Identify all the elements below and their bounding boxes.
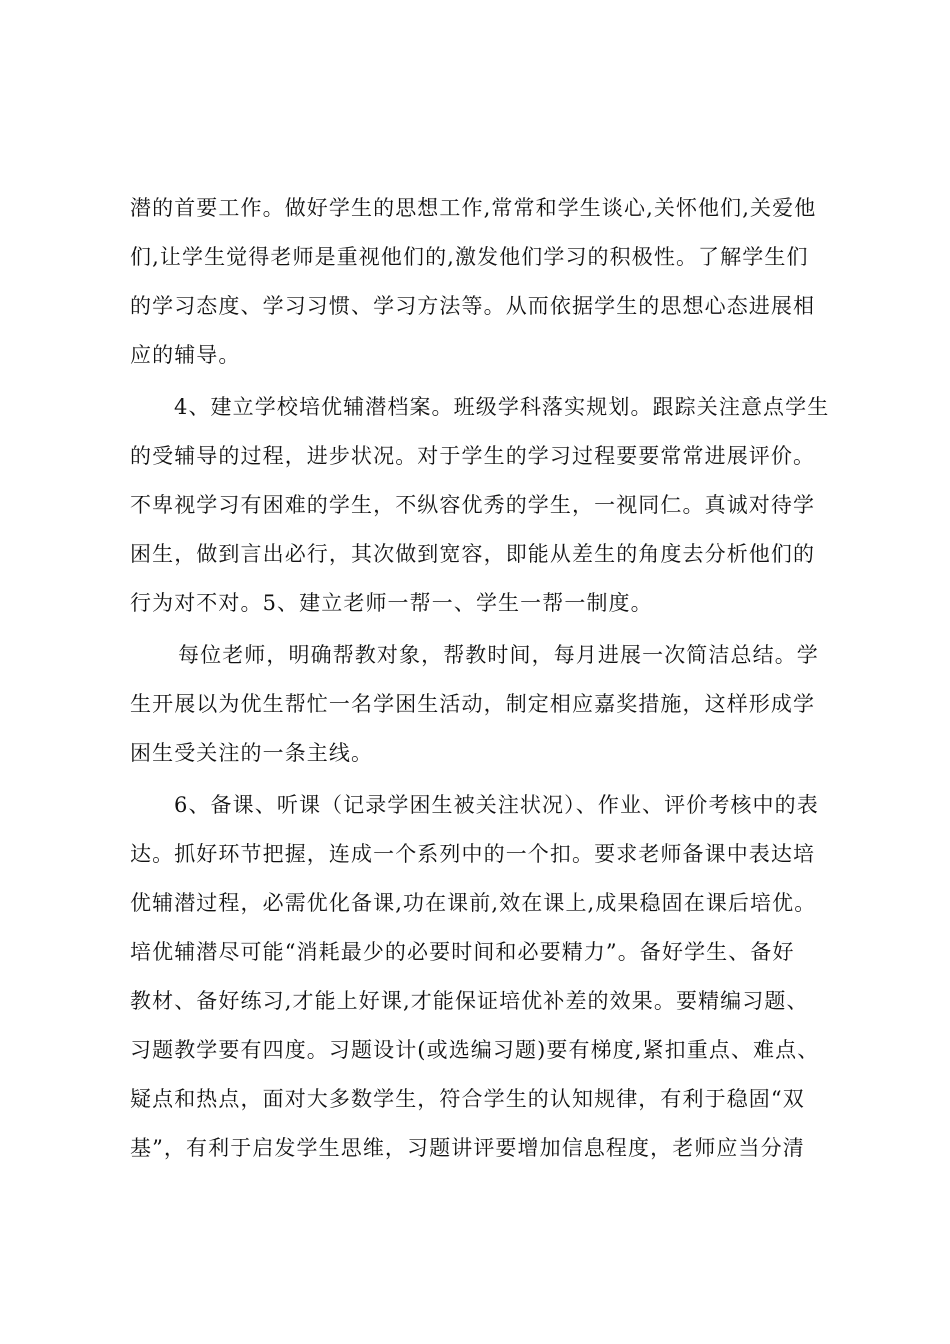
paragraph-line: 习题教学要有四度。习题设计(或选编习题)要有梯度,紧扣重点、难点、 (130, 1038, 820, 1062)
paragraph-line: 4、建立学校培优辅潜档案。班级学科落实规划。跟踪关注意点学生 (174, 395, 830, 419)
paragraph-line: 疑点和热点，面对大多数学生，符合学生的认知规律，有利于稳固“双 (130, 1087, 805, 1111)
paragraph-line: 每位老师，明确帮教对象，帮教时间，每月进展一次简洁总结。学 (178, 643, 819, 667)
paragraph-line: 不卑视学习有困难的学生，不纵容优秀的学生，一视同仁。真诚对待学 (130, 493, 816, 517)
paragraph-line: 生开展以为优生帮忙一名学困生活动，制定相应嘉奖措施，这样形成学 (130, 692, 816, 716)
paragraph-line: 6、备课、听课（记录学困生被关注状况）、作业、评价考核中的表 (174, 793, 819, 817)
paragraph-line: 行为对不对。5、建立老师一帮一、学生一帮一制度。 (130, 591, 653, 615)
paragraph-line: 达。抓好环节把握，连成一个系列中的一个扣。要求老师备课中表达培 (130, 842, 816, 866)
paragraph-line: 优辅潜过程，必需优化备课,功在课前,效在课上,成果稳固在课后培优。 (130, 891, 817, 915)
paragraph-line: 基”，有利于启发学生思维，习题讲评要增加信息程度，老师应当分清 (130, 1136, 805, 1160)
paragraph-line: 潜的首要工作。做好学生的思想工作,常常和学生谈心,关怀他们,关爱他 (130, 196, 817, 220)
paragraph-line: 困生受关注的一条主线。 (130, 741, 374, 765)
paragraph-line: 应的辅导。 (130, 343, 241, 367)
paragraph-line: 的学习态度、学习习惯、学习方法等。从而依据学生的思想心态进展相 (130, 294, 816, 318)
paragraph-line: 教材、备好练习,才能上好课,才能保证培优补差的效果。要精编习题、 (130, 989, 809, 1013)
paragraph-line: 们,让学生觉得老师是重视他们的,激发他们学习的积极性。了解学生们 (130, 245, 809, 269)
paragraph-line: 培优辅潜尽可能“消耗最少的必要时间和必要精力”。备好学生、备好 (130, 940, 795, 964)
paragraph-line: 的受辅导的过程，进步状况。对于学生的学习过程要要常常进展评价。 (130, 444, 816, 468)
paragraph-line: 困生，做到言出必行，其次做到宽容，即能从差生的角度去分析他们的 (130, 542, 816, 566)
